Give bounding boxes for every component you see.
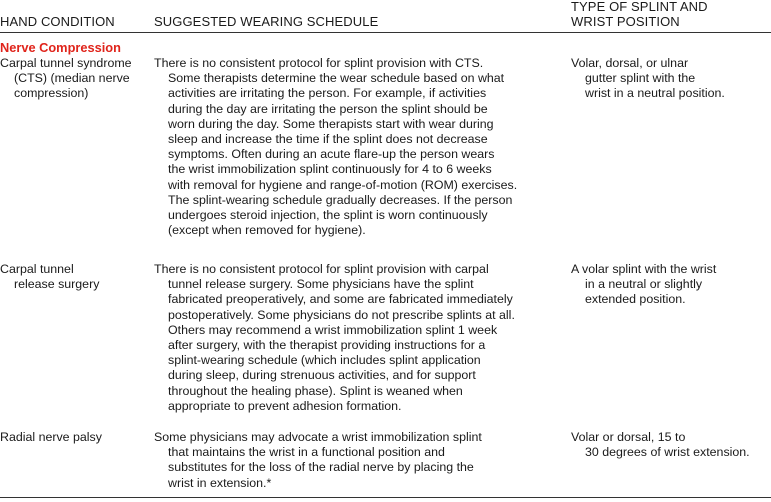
splint-line: gutter splint with the [585, 71, 696, 86]
splint-line: in a neutral or slightly [585, 277, 703, 292]
header-splint-type-line1: TYPE OF SPLINT AND [571, 0, 708, 14]
schedule-line: wrist in extension.* [168, 475, 272, 490]
schedule-line: Some physicians may advocate a wrist immobilization splint [154, 430, 482, 444]
schedule-line: during sleep, during strenuous activities, and for support [168, 368, 476, 383]
splint-line: extended position. [585, 292, 686, 307]
condition-line: Carpal tunnel [0, 262, 74, 276]
schedule-line: sleep and increase the time if the splint does not decrease [168, 132, 488, 147]
schedule-cell [154, 430, 564, 491]
schedule-line: the wrist immobilization splint continuously for 4 to 6 weeks [168, 162, 492, 177]
schedule-line: undergoes steroid injection, the splint is worn continuously [168, 208, 488, 223]
schedule-line: There is no consistent protocol for splint provision with CTS. [154, 56, 484, 70]
schedule-line: tunnel release surgery. Some physicians have the splint [168, 277, 474, 292]
splint-line: 30 degrees of wrist extension. [585, 445, 750, 460]
schedule-line: activities are irritating the person. For example, if activities [168, 86, 487, 101]
header-hand-condition: HAND CONDITION [0, 14, 115, 29]
splint-type-cell [571, 56, 771, 102]
schedule-line: that maintains the wrist in a functional position and [168, 445, 445, 460]
condition-line: (CTS) (median nerve [14, 71, 130, 86]
schedule-line: (except when removed for hygiene). [168, 223, 366, 238]
schedule-line: after surgery, with the therapist providing instructions for a [168, 338, 486, 353]
splint-type-cell [571, 430, 771, 460]
schedule-line: Some therapists determine the wear schedule based on what [168, 71, 505, 86]
schedule-cell [154, 56, 564, 238]
schedule-line: with removal for hygiene and range-of-motion (ROM) exercises. [168, 177, 518, 192]
header-splint-type [571, 0, 708, 29]
schedule-line: Others may recommend a wrist immobilization splint 1 week [168, 322, 498, 337]
schedule-line: splint-wearing schedule (which includes splint application [168, 353, 481, 368]
condition-line: compression) [14, 86, 89, 101]
table-header [0, 0, 771, 33]
splint-line: A volar splint with the wrist [571, 262, 717, 276]
table-bottom-rule [0, 497, 771, 498]
header-wearing-schedule: SUGGESTED WEARING SCHEDULE [154, 14, 379, 29]
condition-line: release surgery [14, 277, 100, 292]
schedule-cell [154, 262, 564, 414]
schedule-line: The splint-wearing schedule gradually decreases. If the person [168, 192, 513, 207]
schedule-line: during the day are irritating the person the splint should be [168, 101, 488, 116]
schedule-line: postoperatively. Some physicians do not prescribe splints at all. [168, 307, 515, 322]
splint-line: wrist in a neutral position. [585, 86, 725, 101]
schedule-line: fabricated preoperatively, and some are fabricated immediately [168, 292, 513, 307]
schedule-line: appropriate to prevent adhesion formation. [168, 398, 402, 413]
schedule-line: There is no consistent protocol for splint provision with carpal [154, 262, 489, 276]
schedule-line: symptoms. Often during an acute flare-up the person wears [168, 147, 495, 162]
schedule-line: worn during the day. Some therapists start with wear during [168, 116, 494, 131]
condition-line: Radial nerve palsy [0, 430, 102, 444]
splint-line: Volar, dorsal, or ulnar [571, 56, 689, 70]
splint-line: Volar or dorsal, 15 to [571, 430, 686, 444]
header-splint-type-line2: WRIST POSITION [571, 14, 680, 29]
condition-cell [0, 56, 150, 102]
section-title: Nerve Compression [0, 40, 121, 55]
condition-cell [0, 262, 150, 292]
schedule-line: throughout the healing phase). Splint is weaned when [168, 383, 463, 398]
schedule-line: substitutes for the loss of the radial nerve by placing the [168, 460, 474, 475]
splint-type-cell [571, 262, 771, 308]
condition-line: Carpal tunnel syndrome [0, 56, 132, 70]
condition-cell [0, 430, 150, 445]
